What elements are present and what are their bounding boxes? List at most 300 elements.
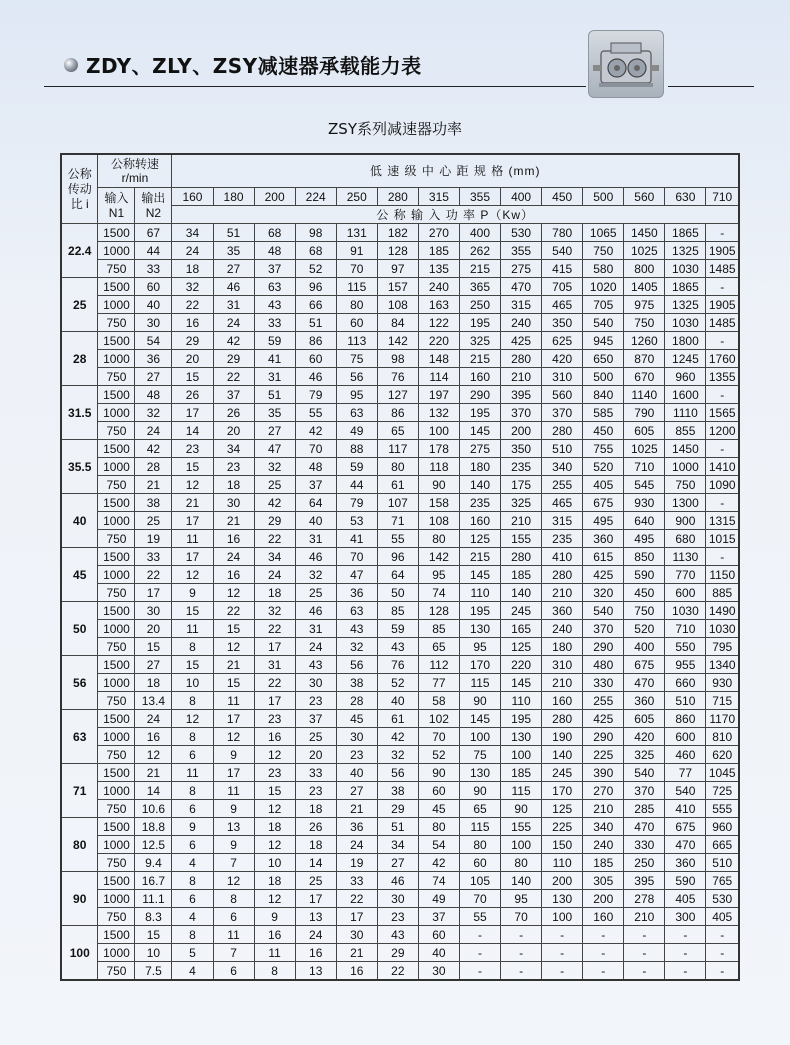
power-value-cell: 125 xyxy=(542,800,583,818)
power-value-cell: 160 xyxy=(459,368,500,386)
power-value-cell: 755 xyxy=(583,440,624,458)
power-value-cell: 34 xyxy=(377,836,418,854)
power-value-cell: 125 xyxy=(501,638,542,656)
power-value-cell: - xyxy=(459,944,500,962)
power-value-cell: 12 xyxy=(213,584,254,602)
power-value-cell: 210 xyxy=(501,512,542,530)
power-value-cell: 42 xyxy=(377,728,418,746)
input-speed-cell: 1500 xyxy=(98,872,135,890)
power-value-cell: 155 xyxy=(501,818,542,836)
power-value-cell: 23 xyxy=(295,692,336,710)
output-speed-cell: 10.6 xyxy=(135,800,172,818)
power-value-cell: 1260 xyxy=(624,332,665,350)
power-value-cell: 930 xyxy=(706,674,739,692)
input-speed-cell: 750 xyxy=(98,908,135,926)
input-speed-cell: 750 xyxy=(98,638,135,656)
power-value-cell: 127 xyxy=(377,386,418,404)
power-value-cell: 32 xyxy=(336,638,377,656)
input-speed-cell: 750 xyxy=(98,962,135,981)
power-value-cell: 240 xyxy=(501,314,542,332)
power-value-cell: - xyxy=(706,386,739,404)
power-value-cell: 1800 xyxy=(665,332,706,350)
power-value-cell: 370 xyxy=(542,404,583,422)
power-value-cell: 480 xyxy=(583,656,624,674)
power-value-cell: 84 xyxy=(377,314,418,332)
power-value-cell: 420 xyxy=(624,728,665,746)
power-value-cell: 11 xyxy=(213,782,254,800)
power-value-cell: 255 xyxy=(542,476,583,494)
power-value-cell: 70 xyxy=(459,890,500,908)
power-value-cell: 59 xyxy=(336,458,377,476)
power-value-cell: 945 xyxy=(583,332,624,350)
power-value-cell: 400 xyxy=(624,638,665,656)
power-value-cell: 34 xyxy=(172,224,213,242)
power-value-cell: 31 xyxy=(254,368,295,386)
power-value-cell: 21 xyxy=(213,656,254,674)
power-value-cell: 200 xyxy=(583,890,624,908)
power-value-cell: - xyxy=(706,494,739,512)
power-value-cell: 22 xyxy=(377,962,418,981)
power-value-cell: 470 xyxy=(624,818,665,836)
output-speed-cell: 54 xyxy=(135,332,172,350)
ratio-cell: 56 xyxy=(61,656,98,710)
header-rule xyxy=(44,86,586,87)
power-value-cell: 530 xyxy=(501,224,542,242)
power-value-cell: 98 xyxy=(295,224,336,242)
power-value-cell: 465 xyxy=(542,296,583,314)
power-table xyxy=(60,153,740,981)
power-value-cell: 27 xyxy=(377,854,418,872)
power-value-cell: 23 xyxy=(295,782,336,800)
power-value-cell: 605 xyxy=(624,710,665,728)
input-speed-cell: 1000 xyxy=(98,512,135,530)
power-value-cell: 75 xyxy=(459,746,500,764)
power-value-cell: 810 xyxy=(706,728,739,746)
power-value-cell: 750 xyxy=(583,242,624,260)
table-row xyxy=(61,818,739,836)
power-value-cell: 47 xyxy=(254,440,295,458)
output-speed-cell: 21 xyxy=(135,764,172,782)
distance-col-header: 710 xyxy=(706,188,739,206)
power-value-cell: 540 xyxy=(542,242,583,260)
table-row xyxy=(61,458,739,476)
power-value-cell: 51 xyxy=(213,224,254,242)
power-value-cell: 1090 xyxy=(706,476,739,494)
power-value-cell: 31 xyxy=(295,530,336,548)
output-speed-cell: 28 xyxy=(135,458,172,476)
power-value-cell: 17 xyxy=(336,908,377,926)
power-value-cell: 197 xyxy=(418,386,459,404)
power-value-cell: 12 xyxy=(172,476,213,494)
power-value-cell: 1340 xyxy=(706,656,739,674)
input-speed-cell: 750 xyxy=(98,314,135,332)
power-value-cell: 79 xyxy=(336,494,377,512)
output-speed-cell: 44 xyxy=(135,242,172,260)
power-value-cell: 157 xyxy=(377,278,418,296)
power-value-cell: 325 xyxy=(459,332,500,350)
power-value-cell: 22 xyxy=(172,296,213,314)
power-value-cell: 18 xyxy=(254,872,295,890)
power-value-cell: 68 xyxy=(254,224,295,242)
power-value-cell: 13 xyxy=(213,818,254,836)
power-value-cell: 65 xyxy=(418,638,459,656)
input-speed-cell: 1500 xyxy=(98,710,135,728)
power-value-cell: 60 xyxy=(418,782,459,800)
power-value-cell: 795 xyxy=(706,638,739,656)
power-value-cell: 750 xyxy=(624,602,665,620)
power-value-cell: 1030 xyxy=(665,314,706,332)
power-value-cell: 305 xyxy=(583,872,624,890)
power-value-cell: 32 xyxy=(254,458,295,476)
power-value-cell: 1865 xyxy=(665,224,706,242)
power-value-cell: 27 xyxy=(336,782,377,800)
power-value-cell: 118 xyxy=(418,458,459,476)
power-value-cell: 410 xyxy=(665,800,706,818)
power-value-cell: 1170 xyxy=(706,710,739,728)
power-value-cell: - xyxy=(542,944,583,962)
power-value-cell: 74 xyxy=(418,584,459,602)
power-value-cell: 11 xyxy=(172,530,213,548)
table-row xyxy=(61,440,739,458)
power-value-cell: 225 xyxy=(583,746,624,764)
power-value-cell: 900 xyxy=(665,512,706,530)
power-value-cell: 25 xyxy=(295,584,336,602)
power-value-cell: 113 xyxy=(336,332,377,350)
table-row xyxy=(61,602,739,620)
power-value-cell: 145 xyxy=(459,566,500,584)
power-value-cell: 29 xyxy=(172,332,213,350)
power-value-cell: 8 xyxy=(254,962,295,981)
power-value-cell: 100 xyxy=(501,746,542,764)
output-speed-cell: 27 xyxy=(135,368,172,386)
power-value-cell: 6 xyxy=(172,836,213,854)
power-value-cell: 140 xyxy=(459,476,500,494)
power-value-cell: 80 xyxy=(459,836,500,854)
power-value-cell: 680 xyxy=(665,530,706,548)
power-value-cell: 275 xyxy=(501,260,542,278)
power-value-cell: 76 xyxy=(377,368,418,386)
power-value-cell: 17 xyxy=(295,890,336,908)
power-value-cell: - xyxy=(624,944,665,962)
power-value-cell: 405 xyxy=(583,476,624,494)
power-value-cell: 110 xyxy=(501,692,542,710)
power-value-cell: 125 xyxy=(459,530,500,548)
power-value-cell: 56 xyxy=(377,764,418,782)
power-value-cell: 395 xyxy=(624,872,665,890)
power-value-cell: 16 xyxy=(213,566,254,584)
power-value-cell: 29 xyxy=(213,350,254,368)
power-value-cell: 530 xyxy=(706,890,739,908)
power-value-cell: - xyxy=(501,926,542,944)
power-value-cell: 16 xyxy=(254,728,295,746)
power-value-cell: 705 xyxy=(583,296,624,314)
power-value-cell: 975 xyxy=(624,296,665,314)
power-value-cell: 185 xyxy=(418,242,459,260)
power-value-cell: 460 xyxy=(665,746,706,764)
output-speed-cell: 9.4 xyxy=(135,854,172,872)
power-value-cell: 1490 xyxy=(706,602,739,620)
output-speed-cell: 11.1 xyxy=(135,890,172,908)
distance-col-header: 500 xyxy=(583,188,624,206)
power-value-cell: 48 xyxy=(295,458,336,476)
power-value-cell: 26 xyxy=(213,404,254,422)
table-row xyxy=(61,836,739,854)
power-value-cell: 130 xyxy=(501,728,542,746)
power-value-cell: 550 xyxy=(665,638,706,656)
power-value-cell: 61 xyxy=(377,710,418,728)
power-value-cell: 365 xyxy=(459,278,500,296)
output-speed-cell: 30 xyxy=(135,314,172,332)
power-value-cell: 86 xyxy=(295,332,336,350)
power-value-cell: 11 xyxy=(254,944,295,962)
power-value-cell: 16 xyxy=(336,962,377,981)
power-value-cell: 100 xyxy=(459,728,500,746)
power-value-cell: 955 xyxy=(665,656,706,674)
power-value-cell: 86 xyxy=(377,404,418,422)
power-value-cell: 180 xyxy=(459,458,500,476)
power-value-cell: 35 xyxy=(213,242,254,260)
power-value-cell: 108 xyxy=(418,512,459,530)
power-value-cell: 145 xyxy=(501,674,542,692)
table-row xyxy=(61,926,739,944)
table-row xyxy=(61,728,739,746)
power-value-cell: 450 xyxy=(624,584,665,602)
power-value-cell: 12 xyxy=(172,710,213,728)
power-value-cell: 70 xyxy=(336,260,377,278)
input-speed-cell: 1500 xyxy=(98,440,135,458)
power-value-cell: 51 xyxy=(295,314,336,332)
power-value-cell: 9 xyxy=(213,836,254,854)
power-value-cell: 23 xyxy=(336,746,377,764)
table-row xyxy=(61,638,739,656)
power-value-cell: 1410 xyxy=(706,458,739,476)
power-value-cell: 195 xyxy=(459,404,500,422)
power-value-cell: 40 xyxy=(336,764,377,782)
power-value-cell: 130 xyxy=(542,890,583,908)
power-value-cell: 310 xyxy=(542,656,583,674)
output-speed-cell: 25 xyxy=(135,512,172,530)
power-value-cell: 33 xyxy=(254,314,295,332)
power-value-cell: 330 xyxy=(583,674,624,692)
power-value-cell: 1045 xyxy=(706,764,739,782)
output-speed-cell: 15 xyxy=(135,638,172,656)
power-value-cell: 77 xyxy=(418,674,459,692)
input-speed-cell: 1000 xyxy=(98,458,135,476)
power-value-cell: 64 xyxy=(295,494,336,512)
power-value-cell: 1245 xyxy=(665,350,706,368)
output-speed-cell: 12.5 xyxy=(135,836,172,854)
power-value-cell: 280 xyxy=(501,350,542,368)
power-value-cell: 262 xyxy=(459,242,500,260)
output-speed-cell: 7.5 xyxy=(135,962,172,981)
power-value-cell: 32 xyxy=(377,746,418,764)
power-value-cell: 390 xyxy=(583,764,624,782)
power-value-cell: 1355 xyxy=(706,368,739,386)
power-value-cell: - xyxy=(665,926,706,944)
input-speed-cell: 1500 xyxy=(98,764,135,782)
power-value-cell: 59 xyxy=(377,620,418,638)
power-value-cell: 52 xyxy=(377,674,418,692)
power-value-cell: 21 xyxy=(336,800,377,818)
table-head xyxy=(61,154,739,224)
power-value-cell: 210 xyxy=(542,674,583,692)
output-speed-cell: 33 xyxy=(135,260,172,278)
distance-col-header: 200 xyxy=(254,188,295,206)
power-value-cell: 9 xyxy=(213,800,254,818)
power-value-cell: 12 xyxy=(172,566,213,584)
power-value-cell: 310 xyxy=(542,368,583,386)
output-header: 输出 N2 xyxy=(135,188,172,224)
power-value-cell: 32 xyxy=(254,602,295,620)
power-value-cell: 620 xyxy=(706,746,739,764)
power-value-cell: 4 xyxy=(172,908,213,926)
power-value-cell: 780 xyxy=(542,224,583,242)
power-value-cell: 1110 xyxy=(665,404,706,422)
power-value-cell: 96 xyxy=(377,548,418,566)
power-value-cell: 370 xyxy=(583,620,624,638)
power-value-cell: 90 xyxy=(459,692,500,710)
table-row xyxy=(61,386,739,404)
power-value-cell: 128 xyxy=(418,602,459,620)
power-value-cell: 45 xyxy=(418,800,459,818)
power-value-cell: 60 xyxy=(459,854,500,872)
power-value-cell: 25 xyxy=(295,728,336,746)
power-value-cell: 355 xyxy=(501,242,542,260)
power-value-cell: 200 xyxy=(542,872,583,890)
power-value-cell: 1450 xyxy=(665,440,706,458)
speed-header: 公称转速 r/min xyxy=(98,154,172,188)
power-value-cell: - xyxy=(459,962,500,981)
power-value-cell: 600 xyxy=(665,728,706,746)
power-value-cell: 640 xyxy=(624,512,665,530)
power-value-cell: 140 xyxy=(501,584,542,602)
table-row xyxy=(61,800,739,818)
power-value-cell: 215 xyxy=(459,260,500,278)
power-value-cell: 17 xyxy=(254,692,295,710)
power-value-cell: 31 xyxy=(213,296,254,314)
power-value-cell: 4 xyxy=(172,962,213,981)
power-value-cell: 215 xyxy=(459,548,500,566)
power-value-cell: 1325 xyxy=(665,296,706,314)
power-value-cell: 65 xyxy=(377,422,418,440)
power-value-cell: 64 xyxy=(377,566,418,584)
input-speed-cell: 750 xyxy=(98,476,135,494)
power-value-cell: 18 xyxy=(254,818,295,836)
power-value-cell: 110 xyxy=(459,584,500,602)
power-value-cell: 15 xyxy=(172,602,213,620)
output-speed-cell: 48 xyxy=(135,386,172,404)
power-value-cell: 360 xyxy=(583,530,624,548)
power-value-cell: 1200 xyxy=(706,422,739,440)
power-value-cell: 8 xyxy=(172,782,213,800)
power-value-cell: 17 xyxy=(213,710,254,728)
power-value-cell: 750 xyxy=(665,476,706,494)
table-row xyxy=(61,566,739,584)
power-value-cell: 540 xyxy=(583,602,624,620)
ratio-cell: 35.5 xyxy=(61,440,98,494)
power-value-cell: 16 xyxy=(254,926,295,944)
power-value-cell: 350 xyxy=(501,440,542,458)
power-value-cell: 63 xyxy=(336,404,377,422)
input-speed-cell: 750 xyxy=(98,260,135,278)
power-value-cell: 500 xyxy=(583,368,624,386)
power-value-cell: 1020 xyxy=(583,278,624,296)
power-value-cell: 18 xyxy=(295,836,336,854)
power-value-cell: 17 xyxy=(172,548,213,566)
power-value-cell: 960 xyxy=(706,818,739,836)
output-speed-cell: 16 xyxy=(135,728,172,746)
power-value-cell: 590 xyxy=(624,566,665,584)
table-row xyxy=(61,782,739,800)
power-value-cell: - xyxy=(706,278,739,296)
power-value-cell: 415 xyxy=(542,260,583,278)
power-value-cell: 9 xyxy=(172,818,213,836)
power-header: 公 称 输 入 功 率 P（Kw） xyxy=(172,206,739,224)
table-row xyxy=(61,620,739,638)
distance-col-header: 450 xyxy=(542,188,583,206)
power-value-cell: 1485 xyxy=(706,260,739,278)
power-value-cell: 35 xyxy=(254,404,295,422)
power-value-cell: 88 xyxy=(336,440,377,458)
power-value-cell: 450 xyxy=(583,422,624,440)
power-value-cell: 24 xyxy=(213,314,254,332)
power-value-cell: 24 xyxy=(295,638,336,656)
input-speed-cell: 1000 xyxy=(98,350,135,368)
output-speed-cell: 20 xyxy=(135,620,172,638)
power-value-cell: 100 xyxy=(418,422,459,440)
power-value-cell: 63 xyxy=(336,602,377,620)
power-value-cell: 280 xyxy=(542,422,583,440)
power-value-cell: 48 xyxy=(254,242,295,260)
power-value-cell: 63 xyxy=(254,278,295,296)
power-value-cell: 9 xyxy=(213,746,254,764)
output-speed-cell: 36 xyxy=(135,350,172,368)
distance-col-header: 224 xyxy=(295,188,336,206)
power-value-cell: 135 xyxy=(418,260,459,278)
power-value-cell: 40 xyxy=(377,692,418,710)
input-speed-cell: 1000 xyxy=(98,566,135,584)
power-value-cell: 43 xyxy=(377,638,418,656)
power-value-cell: - xyxy=(706,926,739,944)
power-value-cell: 650 xyxy=(583,350,624,368)
power-value-cell: 26 xyxy=(172,386,213,404)
power-value-cell: 560 xyxy=(542,386,583,404)
power-value-cell: - xyxy=(459,926,500,944)
ratio-cell: 100 xyxy=(61,926,98,981)
power-value-cell: 495 xyxy=(583,512,624,530)
table-row xyxy=(61,908,739,926)
input-speed-cell: 750 xyxy=(98,746,135,764)
table-row xyxy=(61,224,739,242)
table-row xyxy=(61,872,739,890)
power-value-cell: 195 xyxy=(501,710,542,728)
power-value-cell: 10 xyxy=(254,854,295,872)
power-value-cell: 105 xyxy=(459,872,500,890)
power-table-container xyxy=(60,153,740,981)
power-value-cell: 6 xyxy=(172,890,213,908)
power-value-cell: 37 xyxy=(418,908,459,926)
power-value-cell: 510 xyxy=(706,854,739,872)
table-row xyxy=(61,674,739,692)
power-value-cell: 24 xyxy=(295,926,336,944)
power-value-cell: 1325 xyxy=(665,242,706,260)
output-speed-cell: 40 xyxy=(135,296,172,314)
power-value-cell: 45 xyxy=(336,710,377,728)
power-value-cell: 47 xyxy=(336,566,377,584)
table-row xyxy=(61,350,739,368)
power-value-cell: 1000 xyxy=(665,458,706,476)
power-value-cell: 80 xyxy=(418,530,459,548)
